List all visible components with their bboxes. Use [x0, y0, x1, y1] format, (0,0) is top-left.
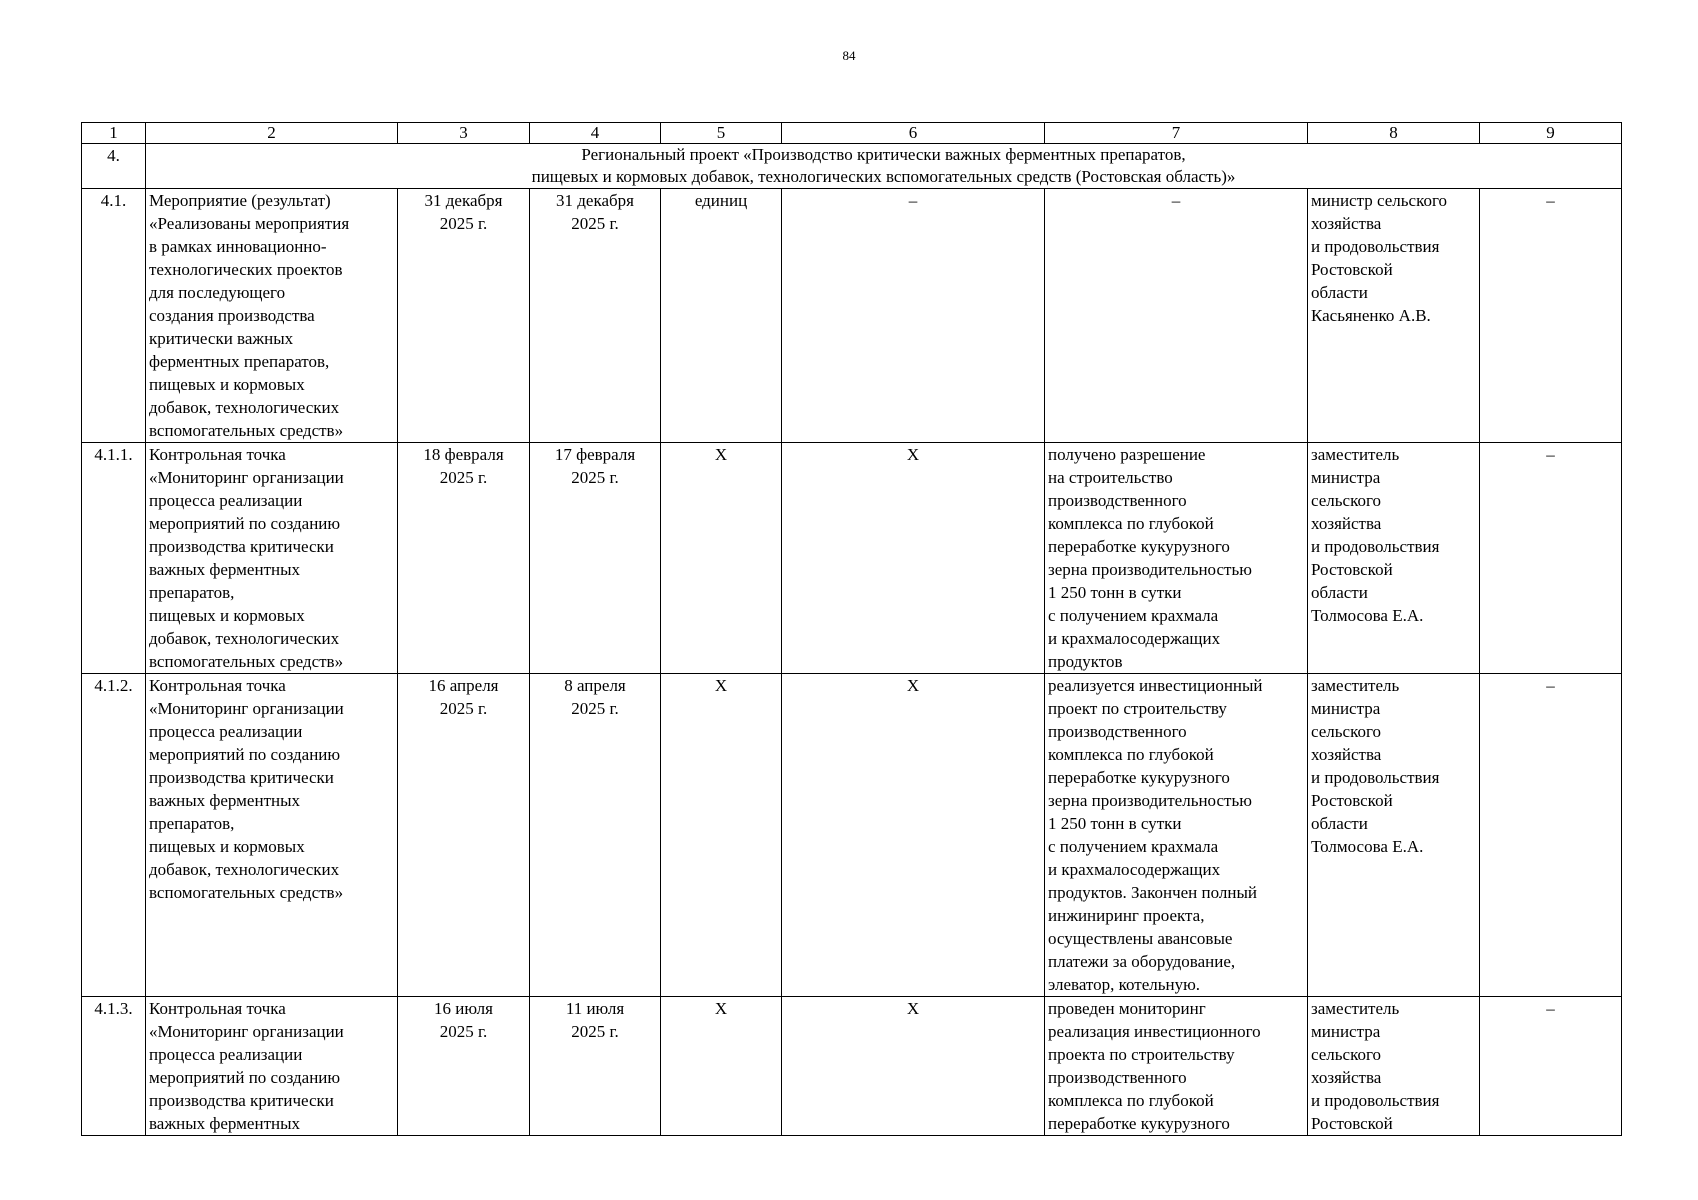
header-cell-3: 3	[398, 123, 530, 144]
row-fact-date: 31 декабря 2025 г.	[530, 189, 661, 443]
header-cell-7: 7	[1045, 123, 1308, 144]
row-value: X	[782, 674, 1045, 997]
header-row	[82, 123, 1622, 144]
row-number: 4.1.1.	[82, 443, 146, 674]
section-number: 4.	[82, 144, 146, 189]
row-value: X	[782, 997, 1045, 1136]
row-value: –	[782, 189, 1045, 443]
row-name: Контрольная точка «Мониторинг организации процесса реализации мероприятий по созданию производства критически важных ферментных препаратов, пищевых и кормовых добавок, технологических вспомогательных средств»	[146, 443, 398, 674]
row-number: 4.1.3.	[82, 997, 146, 1136]
row-note: –	[1480, 674, 1622, 997]
row-unit: X	[661, 674, 782, 997]
table-row	[82, 674, 1622, 997]
row-info: получено разрешение на строительство производственного комплекса по глубокой переработке кукурузного зерна производительностью 1 250 тонн в сутки с получением крахмала и крахмалосодержащих продуктов	[1045, 443, 1308, 674]
row-name: Мероприятие (результат) «Реализованы мероприятия в рамках инновационно- технологических проектов для последующего создания производства критически важных ферментных препаратов, пищевых и кормовых добавок, технологических вспомогательных средств»	[146, 189, 398, 443]
row-value: X	[782, 443, 1045, 674]
row-plan-date: 16 июля 2025 г.	[398, 997, 530, 1136]
header-cell-2: 2	[146, 123, 398, 144]
row-unit: X	[661, 997, 782, 1136]
row-number: 4.1.	[82, 189, 146, 443]
row-info: –	[1045, 189, 1308, 443]
row-responsible: заместитель министра сельского хозяйства и продовольствия Ростовской	[1308, 997, 1480, 1136]
row-note: –	[1480, 443, 1622, 674]
section-title: Региональный проект «Производство критически важных ферментных препаратов, пищевых и кормовых добавок, технологических вспомогательных средств (Ростовская область)»	[146, 144, 1622, 189]
table-row	[82, 997, 1622, 1136]
row-fact-date: 11 июля 2025 г.	[530, 997, 661, 1136]
header-cell-9: 9	[1480, 123, 1622, 144]
row-info: реализуется инвестиционный проект по строительству производственного комплекса по глубокой переработке кукурузного зерна производительностью 1 250 тонн в сутки с получением крахмала и крахмалосодержащих продуктов. Закончен полный инжиниринг проекта, осуществлены авансовые платежи за оборудование, элеватор, котельную.	[1045, 674, 1308, 997]
row-fact-date: 17 февраля 2025 г.	[530, 443, 661, 674]
row-name: Контрольная точка «Мониторинг организации процесса реализации мероприятий по созданию производства критически важных ферментных препаратов, пищевых и кормовых добавок, технологических вспомогательных средств»	[146, 674, 398, 997]
section-row	[82, 144, 1622, 189]
row-unit: X	[661, 443, 782, 674]
row-note: –	[1480, 997, 1622, 1136]
header-cell-5: 5	[661, 123, 782, 144]
row-name: Контрольная точка «Мониторинг организации процесса реализации мероприятий по созданию производства критически важных ферментных	[146, 997, 398, 1136]
row-plan-date: 31 декабря 2025 г.	[398, 189, 530, 443]
row-responsible: министр сельского хозяйства и продовольствия Ростовской области Касьяненко А.В.	[1308, 189, 1480, 443]
row-number: 4.1.2.	[82, 674, 146, 997]
row-plan-date: 16 апреля 2025 г.	[398, 674, 530, 997]
row-info: проведен мониторинг реализация инвестиционного проекта по строительству производственного комплекса по глубокой переработке кукурузного	[1045, 997, 1308, 1136]
row-responsible: заместитель министра сельского хозяйства и продовольствия Ростовской области Толмосова Е.А.	[1308, 674, 1480, 997]
header-cell-6: 6	[782, 123, 1045, 144]
table-row	[82, 443, 1622, 674]
header-cell-8: 8	[1308, 123, 1480, 144]
page-number: 84	[842, 48, 856, 63]
row-plan-date: 18 февраля 2025 г.	[398, 443, 530, 674]
row-unit: единиц	[661, 189, 782, 443]
header-cell-4: 4	[530, 123, 661, 144]
table-row	[82, 189, 1622, 443]
header-cell-1: 1	[82, 123, 146, 144]
data-table	[81, 122, 1622, 1136]
row-note: –	[1480, 189, 1622, 443]
row-fact-date: 8 апреля 2025 г.	[530, 674, 661, 997]
row-responsible: заместитель министра сельского хозяйства и продовольствия Ростовской области Толмосова Е.А.	[1308, 443, 1480, 674]
